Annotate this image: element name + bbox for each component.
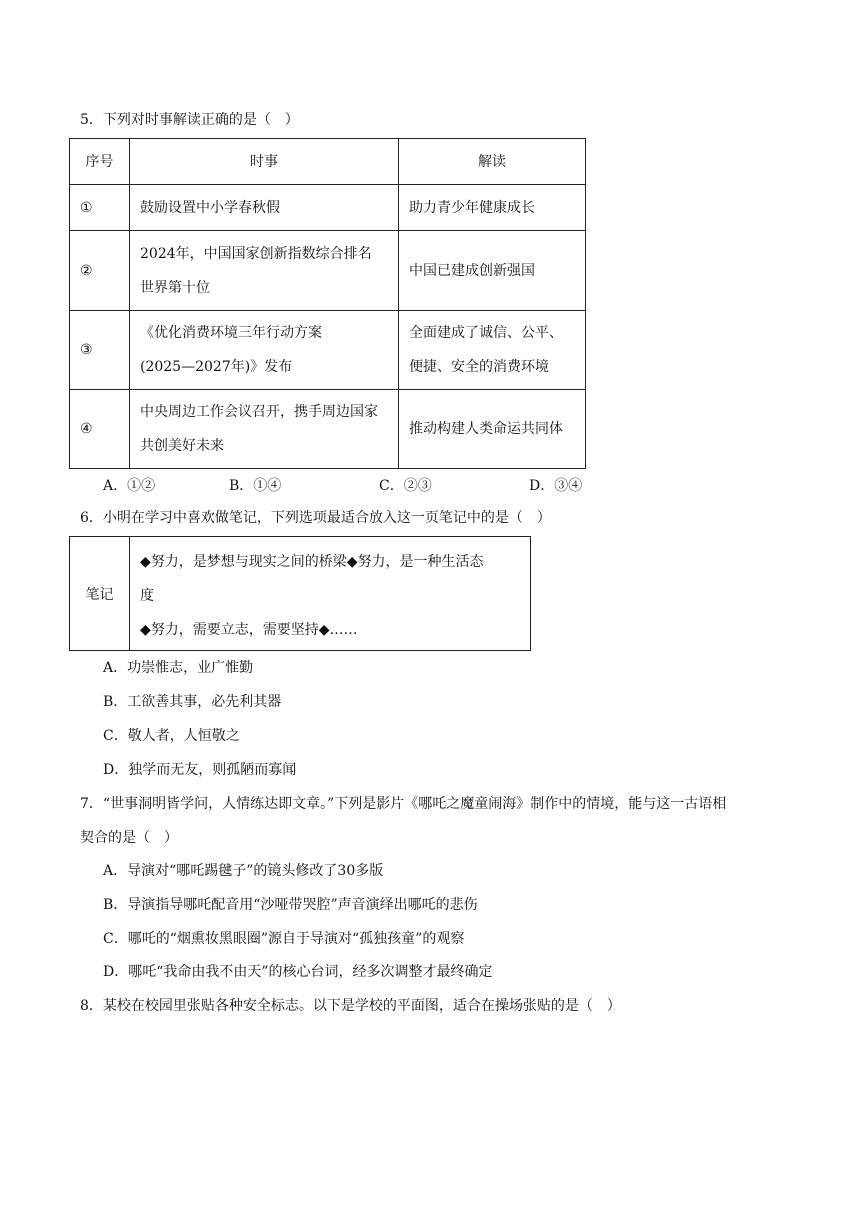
q5-option-b[interactable]: B．①④ [229,478,282,494]
q7-stem-line1: 7．“世事洞明皆学问，人情练达即文章。”下列是影片《哪吒之魔童闹海》制作中的情境，能与这一古语相 [80,796,727,812]
q5-stem: 5．下列对时事解读正确的是（ ） [80,112,299,128]
table-row [70,231,586,311]
q7-option-d[interactable]: D．哪吒“我命由我不由天”的核心台词，经多次调整才最终确定 [103,964,493,980]
q5-table [69,138,586,469]
q7-option-b[interactable]: B．导演指导哪吒配音用“沙哑带哭腔”声音演绎出哪吒的悲伤 [103,897,478,913]
table-row [70,185,586,231]
q5-header-num: 序号 [70,139,130,185]
q6-note-label: 笔记 [70,537,130,650]
q5-row2-num: ② [70,231,130,311]
q5-row3-num: ③ [70,311,130,390]
q5-option-d[interactable]: D．③④ [529,478,583,494]
q6-stem: 6．小明在学习中喜欢做笔记，下列选项最适合放入这一页笔记中的是（ ） [80,510,551,526]
q5-row4-reading: 推动构建人类命运共同体 [399,390,586,469]
q5-row2-reading: 中国已建成创新强国 [399,231,586,311]
q5-row1-reading: 助力青少年健康成长 [399,185,586,231]
table-row [70,390,586,469]
q5-option-c[interactable]: C．②③ [379,478,432,494]
q5-header-reading: 解读 [399,139,586,185]
q6-option-b[interactable]: B．工欲善其事，必先利其器 [103,694,282,710]
q5-row4-event: 中央周边工作会议召开，携手周边国家 共创美好未来 [130,390,399,469]
q6-note-body [140,545,484,647]
q5-row1-event: 鼓励设置中小学春秋假 [130,185,399,231]
q6-note-line: ◆努力，是梦想与现实之间的桥梁◆努力，是一种生活态 [140,554,484,570]
q7-stem-line2: 契合的是（ ） [80,830,178,846]
q7-option-c[interactable]: C．哪吒的“烟熏妆黑眼圈”源自于导演对“孤独孩童”的观察 [103,931,465,947]
q6-option-c[interactable]: C．敬人者，人恒敬之 [103,728,240,744]
q6-note-line: 度 [140,588,154,604]
q6-note-box [69,536,531,651]
q5-row3-event: 《优化消费环境三年行动方案 (2025—2027年)》发布 [130,311,399,390]
q5-row4-num: ④ [70,390,130,469]
q6-option-d[interactable]: D．独学而无友，则孤陋而寡闻 [103,762,297,778]
q5-header-event: 时事 [130,139,399,185]
q5-row1-num: ① [70,185,130,231]
q6-option-a[interactable]: A．功崇惟志，业广惟勤 [103,660,254,676]
q5-row3-reading: 全面建成了诚信、公平、 便捷、安全的消费环境 [399,311,586,390]
q7-option-a[interactable]: A．导演对“哪吒踢毽子”的镜头修改了30多版 [103,863,384,879]
q5-option-a[interactable]: A．①② [103,478,156,494]
q5-row2-event: 2024年，中国国家创新指数综合排名 世界第十位 [130,231,399,311]
q8-stem: 8．某校在校园里张贴各种安全标志。以下是学校的平面图，适合在操场张贴的是（ ） [80,998,621,1014]
q6-note-line: ◆努力，需要立志，需要坚持◆…… [140,622,358,638]
table-row [70,311,586,390]
